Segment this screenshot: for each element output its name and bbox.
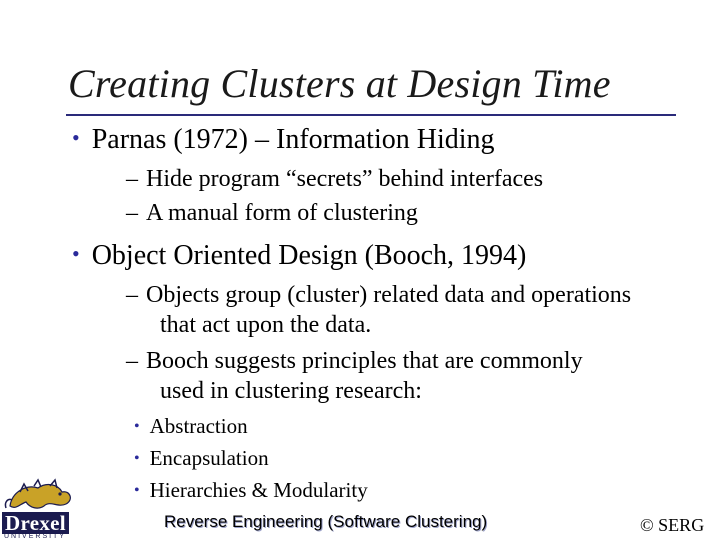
bullet-dot: • [134,418,140,435]
sub-bullet-continuation [160,312,371,339]
logo-subtitle: UNIVERSITY [4,533,67,540]
sub-bullet-text: Hide program “secrets” behind interfaces [146,166,544,192]
sub-bullet-manual-clustering [126,200,418,227]
bullet-dot: • [134,482,140,499]
sub-bullet-booch-suggests [126,348,583,375]
sub-bullet-text: used in clustering research: [160,378,422,404]
dash-glyph: – [126,200,138,226]
sub-bullet-text: that act upon the data. [160,312,372,338]
bullet-text: Parnas (1972) – Information Hiding [91,124,495,155]
footer-title: Reverse Engineering (Software Clustering) [164,512,488,531]
copyright-text: © SERG [640,515,705,535]
subsub-bullet-text: Encapsulation [149,446,269,470]
sub-bullet-text: A manual form of clustering [146,200,418,226]
dash-glyph: – [126,166,138,192]
subsub-bullet-hierarchies [134,478,368,503]
subsub-bullet-text: Hierarchies & Modularity [149,478,368,502]
subsub-bullet-abstraction [134,414,248,439]
subsub-bullet-encapsulation [134,446,269,471]
title-underline [66,114,676,116]
sub-bullet-continuation [160,378,422,405]
dash-glyph: – [126,348,138,374]
slide-title: Creating Clusters at Design Time [68,61,611,106]
bullet-ood [72,240,526,272]
logo-wordmark: Drexel [2,512,69,534]
sub-bullet-objects-group [126,282,631,309]
bullet-dot: • [72,125,80,150]
bullet-dot: • [72,241,80,266]
dash-glyph: – [126,282,138,308]
sub-bullet-text: Objects group (cluster) related data and operations [146,282,632,308]
bullet-parnas [72,124,495,156]
bullet-text: Object Oriented Design (Booch, 1994) [91,240,527,271]
bullet-dot: • [134,450,140,467]
subsub-bullet-text: Abstraction [149,414,248,438]
sub-bullet-hide-secrets [126,166,543,193]
sub-bullet-text: Booch suggests principles that are commonly [146,348,583,374]
